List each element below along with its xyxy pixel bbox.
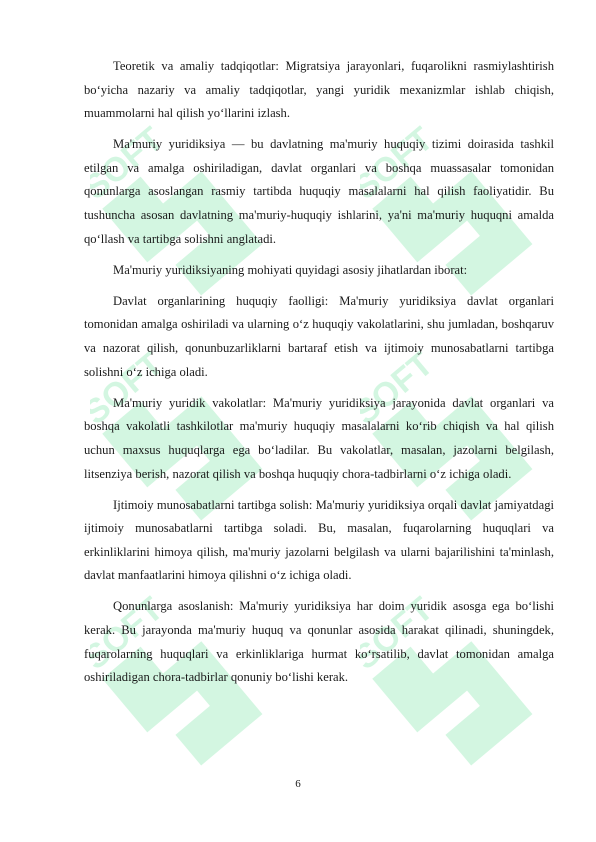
watermark-text: SOFT xyxy=(90,119,171,208)
watermark-text: SOFT xyxy=(90,589,171,678)
watermark-text: SOFT xyxy=(360,344,441,433)
paragraph: Qonunlarga asoslanish: Ma'muriy yuridiksiya har doim yuridik asosga ega bo‘lishi kerak. Bu jarayonda ma'muriy huquq va qonunlar asosida harakat qilinadi, shuningdek, fuqarolarning huquqlari va erkinliklariga hurmat ko‘rsatilib, davlat tomonidan amalga oshiriladigan chora-tadbirlar qonuniy bo‘lishi kerak. xyxy=(84,599,554,685)
watermark-text: SOFT xyxy=(90,344,171,433)
paragraph: Ijtimoiy munosabatlarni tartibga solish: Ma'muriy yuridiksiya orqali davlat jamiyatdagi ijtimoiy munosabatlarni tartibga soladi. Bu, masalan, fuqarolarning huquqlari va erkinliklarini himoya qilish, ma'muriy jazolarni belgilash va ularni bajarilishini ta'minlash, davlat manfaatlarini himoya qilishni o‘z ichiga oladi. xyxy=(84,497,554,583)
watermark-text: SOFT xyxy=(360,589,441,678)
paragraph: Teoretik va amaliy tadqiqotlar: Migratsiya jarayonlari, fuqarolikni rasmiylashtirish bo‘yicha nazariy va amaliy tadqiqotlar, yangi yuridik mexanizmlar ishlab chiqish, muammolarni hal qilish yo‘llarini izlash. xyxy=(84,59,554,121)
paragraph: Ma'muriy yuridik vakolatlar: Ma'muriy yuridiksiya jarayonida davlat organlari va boshqa vakolatli tashkilotlar ma'muriy huquqiy masalalarni ko‘rib chiqish va hal qilish uchun maxsus huquqlarga ega bo‘ladilar. Bu vakolatlar, masalan, jazolarni belgilash, litsenziya berish, nazorat qilish va boshqa huquqiy chora-tadbirlarni o‘z ichiga oladi. xyxy=(84,395,554,481)
watermark-text: SOFT xyxy=(360,119,441,208)
document-body xyxy=(84,55,554,697)
page-number: 6 xyxy=(295,778,301,790)
paragraph: Ma'muriy yuridiksiya — bu davlatning ma'muriy huquqiy tizimi doirasida tashkil etilgan va amalga oshiriladigan, davlat organlari va boshqa muassasalar tomonidan qonunlarga asoslangan rasmiy tartibda huquqiy masalalarni hal qilish faoliyatidir. Bu tushuncha asosan davlatning ma'muriy-huquqiy ishlarini, ya'ni ma'muriy huquqni amalda qo‘llash va tartibga solishni anglatadi. xyxy=(84,137,554,246)
paragraph: Ma'muriy yuridiksiyaning mohiyati quyidagi asosiy jihatlardan iborat: xyxy=(113,262,468,277)
paragraph: Davlat organlarining huquqiy faolligi: Ma'muriy yuridiksiya davlat organlari tomonidan amalga oshiriladi va ularning o‘z huquqiy vakolatlarini, shu jumladan, boshqaruv va nazorat qilish, qonunbuzarliklarni bartaraf etish va ijtimoiy munosabatlarni tartibga solishni o‘z ichiga oladi. xyxy=(84,293,554,379)
